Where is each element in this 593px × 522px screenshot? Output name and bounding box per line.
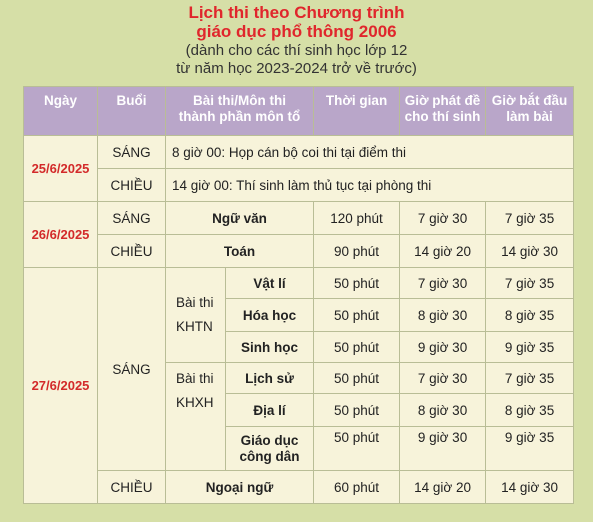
header-subject-line-1: Bài thi/Môn thi bbox=[193, 93, 286, 108]
table-row bbox=[24, 268, 574, 299]
header-subject bbox=[166, 87, 314, 136]
header-handout bbox=[400, 87, 486, 136]
handout-cell: 14 giờ 20 bbox=[400, 471, 486, 504]
duration-cell: 50 phút bbox=[314, 363, 400, 394]
subject-cell: Ngoại ngữ bbox=[166, 471, 314, 504]
duration-cell: 50 phút bbox=[314, 394, 400, 427]
start-cell: 8 giờ 35 bbox=[486, 394, 574, 427]
duration-cell: 50 phút bbox=[314, 299, 400, 332]
start-cell: 14 giờ 30 bbox=[486, 471, 574, 504]
handout-cell: 9 giờ 30 bbox=[400, 427, 486, 471]
table-row bbox=[24, 471, 574, 504]
header-session: Buổi bbox=[98, 87, 166, 136]
handout-cell: 7 giờ 30 bbox=[400, 202, 486, 235]
group-line-2: KHXH bbox=[176, 395, 214, 410]
session-cell: SÁNG bbox=[98, 202, 166, 235]
header-day: Ngày bbox=[24, 87, 98, 136]
subject-cell: Hóa học bbox=[226, 299, 314, 332]
subject-cell: Sinh học bbox=[226, 332, 314, 363]
start-cell: 7 giờ 35 bbox=[486, 268, 574, 299]
heading-line-4: từ năm học 2023-2024 trở về trước) bbox=[176, 60, 417, 77]
duration-cell: 50 phút bbox=[314, 427, 400, 471]
start-cell: 8 giờ 35 bbox=[486, 299, 574, 332]
subject-cell: Lịch sử bbox=[226, 363, 314, 394]
handout-cell: 7 giờ 30 bbox=[400, 268, 486, 299]
subject-line-1: Giáo dục bbox=[240, 432, 299, 448]
date-cell: 25/6/2025 bbox=[24, 136, 98, 202]
subject-cell: Toán bbox=[166, 235, 314, 268]
date-cell: 27/6/2025 bbox=[24, 268, 98, 504]
note-cell: 14 giờ 00: Thí sinh làm thủ tục tại phòng thi bbox=[166, 169, 574, 202]
table-row bbox=[24, 202, 574, 235]
start-cell: 7 giờ 35 bbox=[486, 363, 574, 394]
group-line-2: KHTN bbox=[176, 319, 213, 334]
subject-cell: Địa lí bbox=[226, 394, 314, 427]
heading-line-3: (dành cho các thí sinh học lớp 12 bbox=[185, 42, 408, 59]
header-duration: Thời gian bbox=[314, 87, 400, 136]
session-cell: SÁNG bbox=[98, 268, 166, 471]
exam-schedule-table bbox=[23, 86, 574, 504]
heading-line-2: giáo dục phổ thông 2006 bbox=[196, 22, 397, 41]
start-cell: 7 giờ 35 bbox=[486, 202, 574, 235]
session-cell: CHIỀU bbox=[98, 471, 166, 504]
subject-cell: Vật lí bbox=[226, 268, 314, 299]
handout-cell: 8 giờ 30 bbox=[400, 299, 486, 332]
handout-cell: 7 giờ 30 bbox=[400, 363, 486, 394]
duration-cell: 60 phút bbox=[314, 471, 400, 504]
handout-cell: 9 giờ 30 bbox=[400, 332, 486, 363]
handout-cell: 8 giờ 30 bbox=[400, 394, 486, 427]
duration-cell: 90 phút bbox=[314, 235, 400, 268]
group-cell bbox=[166, 268, 226, 363]
table-row bbox=[24, 169, 574, 202]
header-subject-line-2: thành phần môn tổ bbox=[178, 109, 301, 124]
handout-cell: 14 giờ 20 bbox=[400, 235, 486, 268]
table-row bbox=[24, 235, 574, 268]
start-cell: 9 giờ 35 bbox=[486, 427, 574, 471]
subject-cell bbox=[226, 427, 314, 471]
header-row bbox=[24, 87, 574, 136]
group-line-1: Bài thi bbox=[176, 295, 214, 310]
start-cell: 9 giờ 35 bbox=[486, 332, 574, 363]
heading-line-1: Lịch thi theo Chương trình bbox=[188, 3, 405, 22]
group-cell bbox=[166, 363, 226, 471]
duration-cell: 50 phút bbox=[314, 268, 400, 299]
header-start bbox=[486, 87, 574, 136]
header-handout-line-1: Giờ phát đề bbox=[404, 93, 481, 108]
date-cell: 26/6/2025 bbox=[24, 202, 98, 268]
subject-cell: Ngữ văn bbox=[166, 202, 314, 235]
group-line-1: Bài thi bbox=[176, 371, 214, 386]
header-start-line-1: Giờ bắt đầu bbox=[491, 93, 568, 108]
session-cell: CHIỀU bbox=[98, 235, 166, 268]
header-start-line-2: làm bài bbox=[506, 109, 553, 124]
subject-line-2: công dân bbox=[239, 448, 300, 464]
table-row bbox=[24, 136, 574, 169]
note-cell: 8 giờ 00: Họp cán bộ coi thi tại điểm thi bbox=[166, 136, 574, 169]
session-cell: CHIỀU bbox=[98, 169, 166, 202]
session-cell: SÁNG bbox=[98, 136, 166, 169]
duration-cell: 120 phút bbox=[314, 202, 400, 235]
start-cell: 14 giờ 30 bbox=[486, 235, 574, 268]
header-handout-line-2: cho thí sinh bbox=[404, 109, 481, 124]
duration-cell: 50 phút bbox=[314, 332, 400, 363]
